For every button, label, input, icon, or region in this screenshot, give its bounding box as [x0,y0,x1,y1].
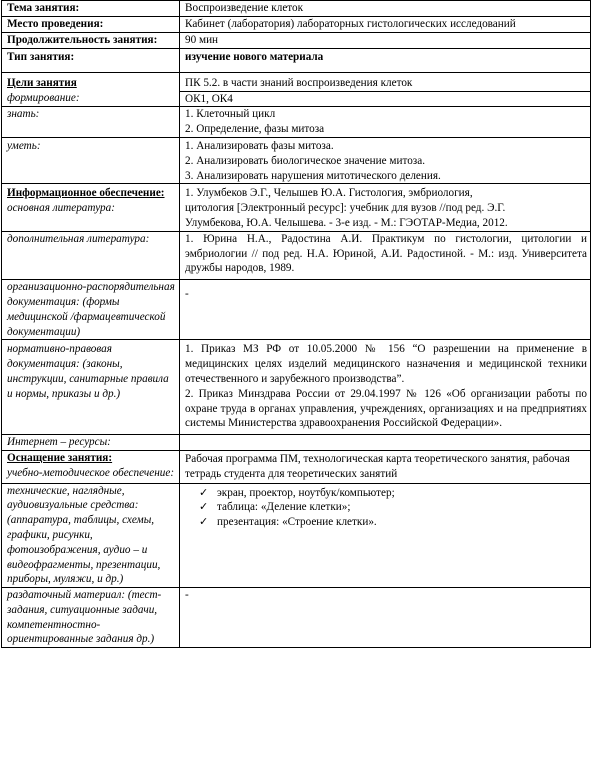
info-label-cell [2,184,180,231]
know-item: 1. Клеточный цикл [185,108,276,121]
goals-value-cell [180,72,591,107]
equipment-label-cell [2,450,180,483]
equipment-label: Оснащение занятия: [7,451,113,464]
technical-list [185,486,587,530]
row-internet [2,435,591,451]
place-label: Место проведения: [2,17,180,33]
main-literature-line: 1. Улумбеков Э.Г., Челышев Ю.А. Гистология, эмбриология, [185,187,473,200]
row-info [2,184,591,231]
org-docs-label: организационно-распорядительная документация: (формы медицинской /фармацевтической документации) [2,280,180,340]
row-can [2,137,591,183]
duration-value: 90 мин [180,33,591,49]
row-topic [2,1,591,17]
row-handout [2,588,591,648]
row-goals [2,72,591,107]
technical-item: экран, проектор, ноутбук/компьютер; [217,486,395,499]
main-literature-line: цитология [Электронный ресурс]: учебник для вузов //под ред. Э.Г. [185,202,506,215]
norm-doc-item: 1. Приказ МЗ РФ от 10.05.2000 № 156 “О разрешении на применение в медицинских целях изделий медицинского назначения и медицинской техники отечественного и зарубежного производства”. [185,343,587,385]
main-literature-line: Улумбекова, Ю.А. Челышева. - 3-е изд. - М.: ГЭОТАР-Медиа, 2012. [185,216,508,229]
can-label: уметь: [2,137,180,183]
type-label: Тип занятия: [2,48,180,72]
row-norm-docs [2,340,591,435]
info-label: Информационное обеспечение: [7,187,165,200]
row-equipment [2,450,591,483]
can-item: 3. Анализировать нарушения митотического деления. [185,169,441,182]
handout-label: раздаточный материал: (тест-задания, ситуационные задачи, компетентностно-ориентированные задания др.) [2,588,180,648]
list-item [199,515,587,530]
equipment-value: Рабочая программа ПМ, технологическая карта теоретического занятия, рабочая тетрадь студента для теоретических занятий [180,450,591,483]
row-technical [2,483,591,588]
know-item: 2. Определение, фазы митоза [185,123,325,136]
row-place [2,17,591,33]
goals-label-cell [2,72,180,107]
duration-label: Продолжительность занятия: [2,33,180,49]
check-icon: ✓ [199,500,209,514]
norm-docs-label: нормативно-правовая документация: (законы, инструкции, санитарные правила и нормы, приказы и др.) [2,340,180,435]
org-docs-value: - [180,280,591,340]
place-value: Кабинет (лаборатория) лабораторных гистологических исследований [180,17,591,33]
know-label: знать: [2,107,180,138]
lesson-plan-table [1,0,591,648]
list-item [199,486,587,501]
technical-item: таблица: «Деление клетки»; [217,501,351,514]
row-org-docs [2,280,591,340]
topic-label: Тема занятия: [2,1,180,17]
check-icon: ✓ [199,515,209,529]
technical-item: презентация: «Строение клетки». [217,516,377,529]
row-know [2,107,591,138]
info-sublabel: основная литература: [7,202,115,215]
handout-value: - [180,588,591,648]
technical-label: технические, наглядные, аудиовизуальные средства: (аппаратура, таблицы, схемы, графики, рисунки, фотоизображения, аудио – и видеофрагменты, презентации, приборы, муляжи, и др.) [2,483,180,588]
goals-label: Цели занятия [7,76,77,89]
list-item [199,500,587,515]
row-extra-literature [2,231,591,279]
can-item: 1. Анализировать фазы митоза. [185,139,334,152]
extra-literature-label: дополнительная литература: [2,231,180,279]
row-duration [2,33,591,49]
know-value-cell [180,107,591,138]
technical-value-cell [180,483,591,588]
row-type [2,48,591,72]
topic-value: Воспроизведение клеток [180,1,591,17]
type-value: изучение нового материала [180,48,591,72]
internet-value [180,435,591,451]
info-value-cell [180,184,591,231]
extra-literature-value: 1. Юрина Н.А., Радостина А.И. Практикум по гистологии, цитологии и эмбриологии // под ред. Н.А. Юриной, А.И. Радостиной. - М.: изд. Университета дружбы народов, 1989. [180,231,591,279]
equipment-sublabel: учебно-методическое обеспечение: [7,466,175,479]
norm-doc-item: 2. Приказ Минздрава России от 29.04.1997 № 126 «Об организации работы по охране труда в органах управления, учреждениях, организациях и на предприятиях системы Министерства здравоохранения Российской Федерации». [185,387,587,430]
can-item: 2. Анализировать биологическое значение митоза. [185,154,425,167]
norm-docs-value-cell [180,340,591,435]
forming-label: формирование: [7,91,80,104]
forming-value: ОК1, ОК4 [185,92,233,105]
internet-label: Интернет – ресурсы: [2,435,180,451]
goals-value: ПК 5.2. в части знаний воспроизведения клеток [185,76,413,89]
can-value-cell [180,137,591,183]
check-icon: ✓ [199,485,209,499]
